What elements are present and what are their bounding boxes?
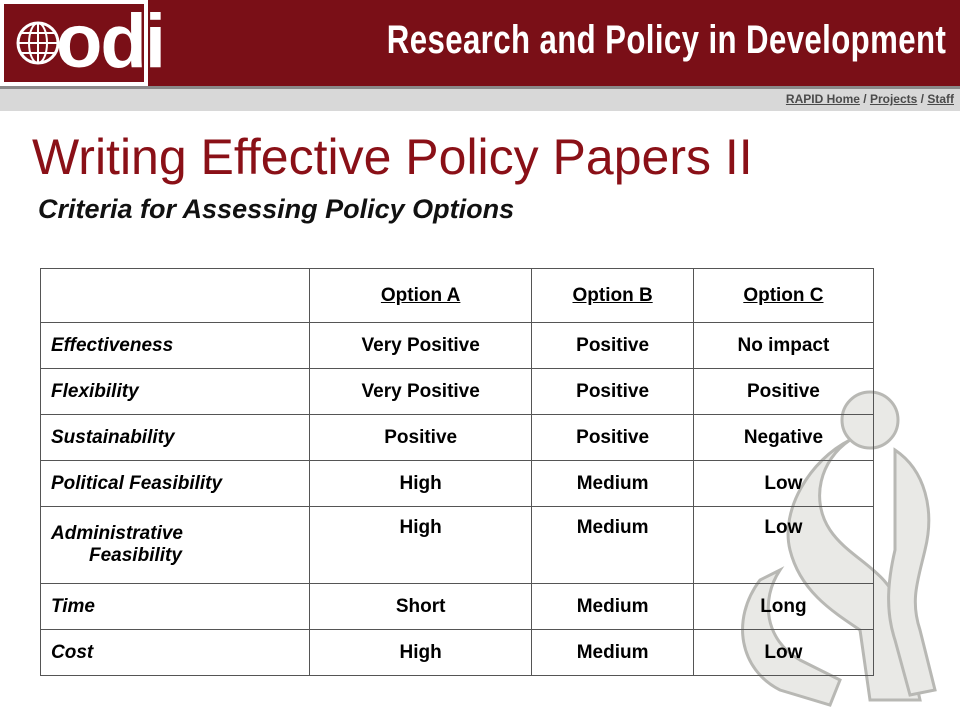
breadcrumb-link-rapid-home[interactable]: RAPID Home [785, 92, 860, 106]
table-header-option-a: Option A [310, 269, 532, 323]
criterion-line: Administrative [51, 523, 183, 544]
table-cell: Medium [532, 507, 694, 584]
table-cell: Long [693, 584, 873, 630]
table-cell: Medium [532, 461, 694, 507]
globe-icon [16, 21, 60, 65]
breadcrumb [786, 92, 954, 106]
criterion-cell: Cost [41, 630, 310, 676]
table-header-cell-empty [41, 269, 310, 323]
banner-title: Research and Policy in Development [386, 18, 946, 62]
table-cell: Negative [693, 415, 873, 461]
criteria-table [40, 268, 874, 676]
table-row [41, 630, 874, 676]
table-row [41, 323, 874, 369]
table-cell: Short [310, 584, 532, 630]
table-cell: Positive [693, 369, 873, 415]
table-cell: Very Positive [310, 369, 532, 415]
table-row [41, 461, 874, 507]
table-row [41, 369, 874, 415]
slide-title: Writing Effective Policy Papers II [32, 129, 753, 185]
table-cell: Positive [532, 369, 694, 415]
table-cell: Medium [532, 584, 694, 630]
criterion-cell: Time [41, 584, 310, 630]
odi-logo[interactable] [0, 0, 164, 86]
table-cell: Very Positive [310, 323, 532, 369]
criterion-line: Feasibility [89, 545, 182, 566]
breadcrumb-separator: / [920, 92, 928, 106]
table-header-option-c: Option C [693, 269, 873, 323]
criterion-cell [41, 507, 310, 584]
header-banner [0, 0, 960, 86]
table-cell: Low [693, 507, 873, 584]
slide-subtitle: Criteria for Assessing Policy Options [38, 194, 515, 224]
table-cell: High [310, 507, 532, 584]
table-header-row [41, 269, 874, 323]
table-cell: No impact [693, 323, 873, 369]
table-cell: Medium [532, 630, 694, 676]
table-cell: High [310, 630, 532, 676]
table-cell: Low [693, 630, 873, 676]
table-cell: Positive [532, 323, 694, 369]
breadcrumb-link-staff[interactable]: Staff [927, 92, 954, 106]
criterion-cell: Flexibility [41, 369, 310, 415]
nav-bar [0, 86, 960, 111]
table-row [41, 415, 874, 461]
table-cell: Positive [310, 415, 532, 461]
table-cell: Low [693, 461, 873, 507]
criterion-cell: Sustainability [41, 415, 310, 461]
table-cell: High [310, 461, 532, 507]
logo-text: odi [56, 0, 164, 84]
table-row [41, 584, 874, 630]
table-row [41, 507, 874, 584]
breadcrumb-separator: / [863, 92, 870, 106]
criterion-cell: Political Feasibility [41, 461, 310, 507]
table-cell: Positive [532, 415, 694, 461]
criterion-cell: Effectiveness [41, 323, 310, 369]
table-header-option-b: Option B [532, 269, 694, 323]
breadcrumb-link-projects[interactable]: Projects [869, 92, 918, 106]
